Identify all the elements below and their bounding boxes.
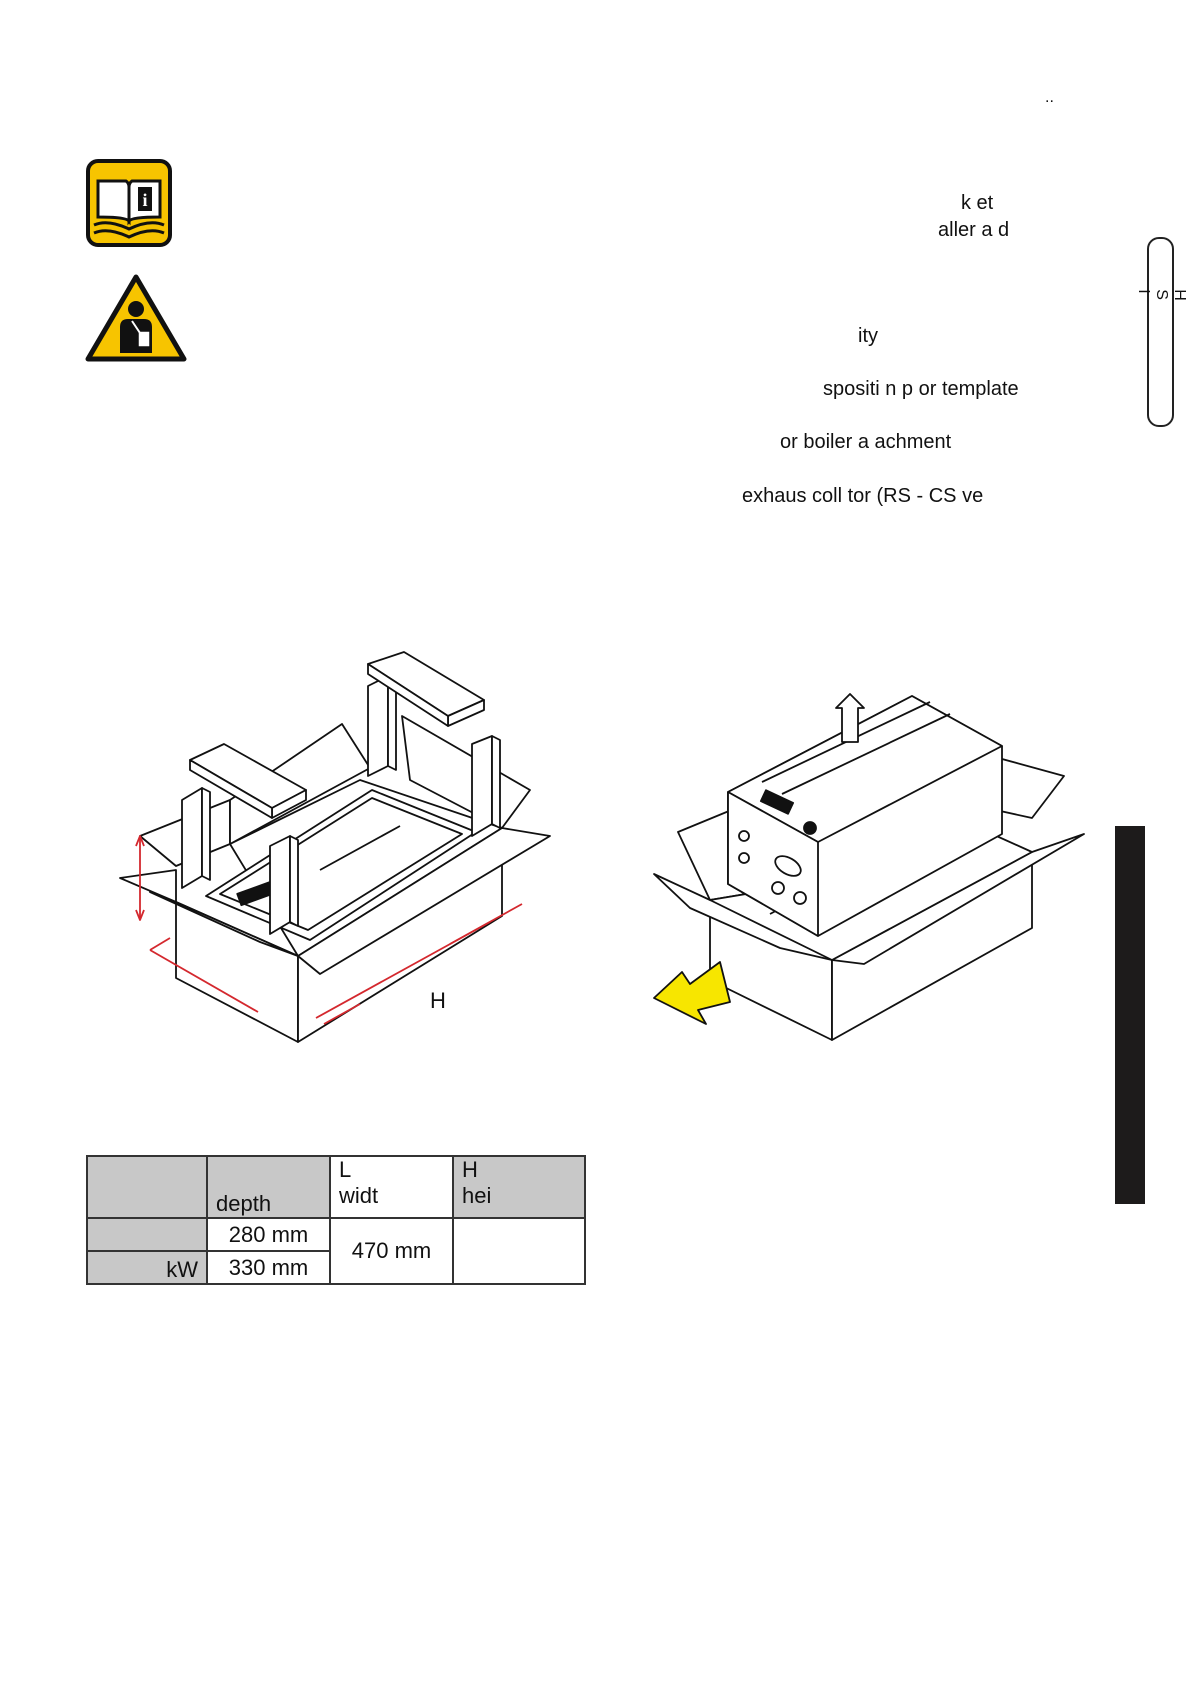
table-header-height <box>453 1156 585 1218</box>
text-line-4: spositi n p or template <box>823 378 1019 400</box>
text-line-2: aller a d <box>938 219 1010 241</box>
unpacking-figure <box>650 688 1100 1063</box>
table-header-label <box>87 1156 207 1218</box>
width-value: 470 mm <box>330 1218 453 1284</box>
language-tab-label: H S I <box>1134 289 1188 303</box>
text-line-3: ity <box>858 325 878 347</box>
row2-depth: 330 mm <box>207 1251 330 1284</box>
text-line-6: exhaus coll tor (RS - CS ve <box>742 485 984 507</box>
qualified-installer-warning-icon <box>84 273 188 368</box>
table-header-depth: depth <box>207 1156 330 1218</box>
row1-depth: 280 mm <box>207 1218 330 1251</box>
table-row <box>87 1218 585 1251</box>
table-header-width-word: widt <box>339 1183 379 1208</box>
language-tab[interactable] <box>1134 237 1188 427</box>
table-header-height-word: hei <box>462 1183 492 1208</box>
dimensions-table <box>86 1155 586 1285</box>
row2-label: kW <box>87 1251 207 1284</box>
text-line-1: k et <box>961 192 994 214</box>
text-line-5: or boiler a achment <box>780 431 952 453</box>
table-header-height-letter: H <box>462 1157 478 1182</box>
height-value <box>453 1218 585 1284</box>
packaging-dimensions-figure <box>110 640 560 1085</box>
svg-text:i: i <box>142 190 148 210</box>
manual-info-icon <box>86 159 172 252</box>
section-marker-bar <box>1115 826 1145 1204</box>
table-header-width <box>330 1156 453 1218</box>
table-header-width-letter: L <box>339 1157 352 1182</box>
row1-label <box>87 1218 207 1251</box>
header-fragment: .. <box>1045 89 1054 106</box>
dimension-label-h: H <box>430 988 446 1013</box>
